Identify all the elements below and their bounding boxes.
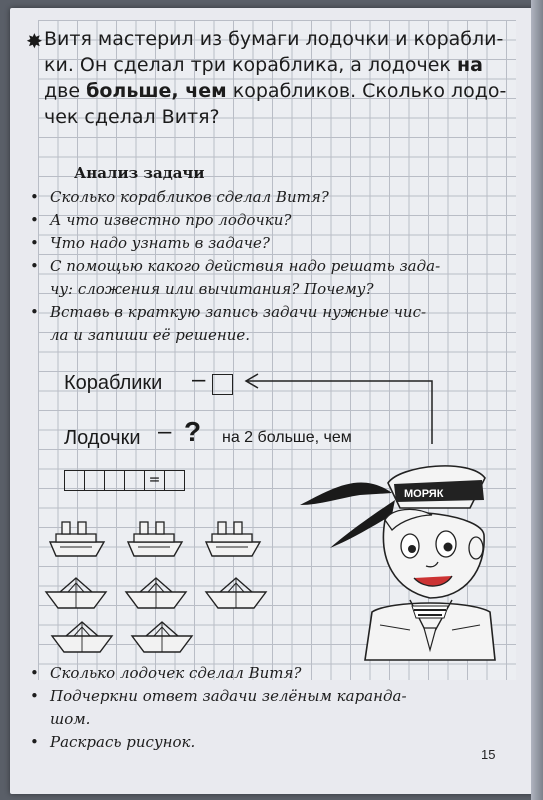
question-item: • С помощью какого действия надо решать зада-	[30, 257, 441, 275]
ships-label: Кораблики	[64, 372, 163, 394]
boats-dash: –	[158, 418, 172, 445]
task-item: • Сколько лодочек сделал Витя?	[30, 664, 302, 682]
question-item: • Что надо узнать в задаче?	[30, 234, 270, 252]
question-mark: ?	[184, 416, 202, 447]
problem-text: Витя мастерил из бумаги лодочки и корабли- ки. Он сделал три кораблика, а лодочек на две больше, чем корабликов. Сколько лодо- чек сделал Витя?	[44, 28, 507, 128]
task-item: • Раскрась рисунок.	[30, 733, 196, 751]
boats-condition: на 2 больше, чем	[222, 429, 352, 446]
question-item: • А что известно про лодочки?	[30, 211, 292, 229]
analysis-title: Анализ задачи	[74, 164, 205, 182]
question-item-cont: ла и запиши её решение.	[50, 326, 251, 344]
question-item: • Сколько корабликов сделал Витя?	[30, 188, 329, 206]
task-list	[30, 662, 510, 754]
ships-dash: –	[192, 366, 206, 393]
question-item-cont: чу: сложения или вычитания? Почему?	[50, 280, 374, 298]
boats-label: Лодочки	[64, 427, 141, 449]
task-item: • Подчеркни ответ задачи зелёным каранда-	[30, 687, 407, 705]
star-icon: ✸	[26, 29, 43, 53]
cap-text: МОРЯК	[404, 488, 444, 500]
question-item: • Вставь в краткую запись задачи нужные чис-	[30, 303, 427, 321]
task-item-cont: шом.	[50, 710, 91, 728]
page-number: 15	[481, 747, 496, 762]
equals-cell: =	[144, 470, 165, 491]
